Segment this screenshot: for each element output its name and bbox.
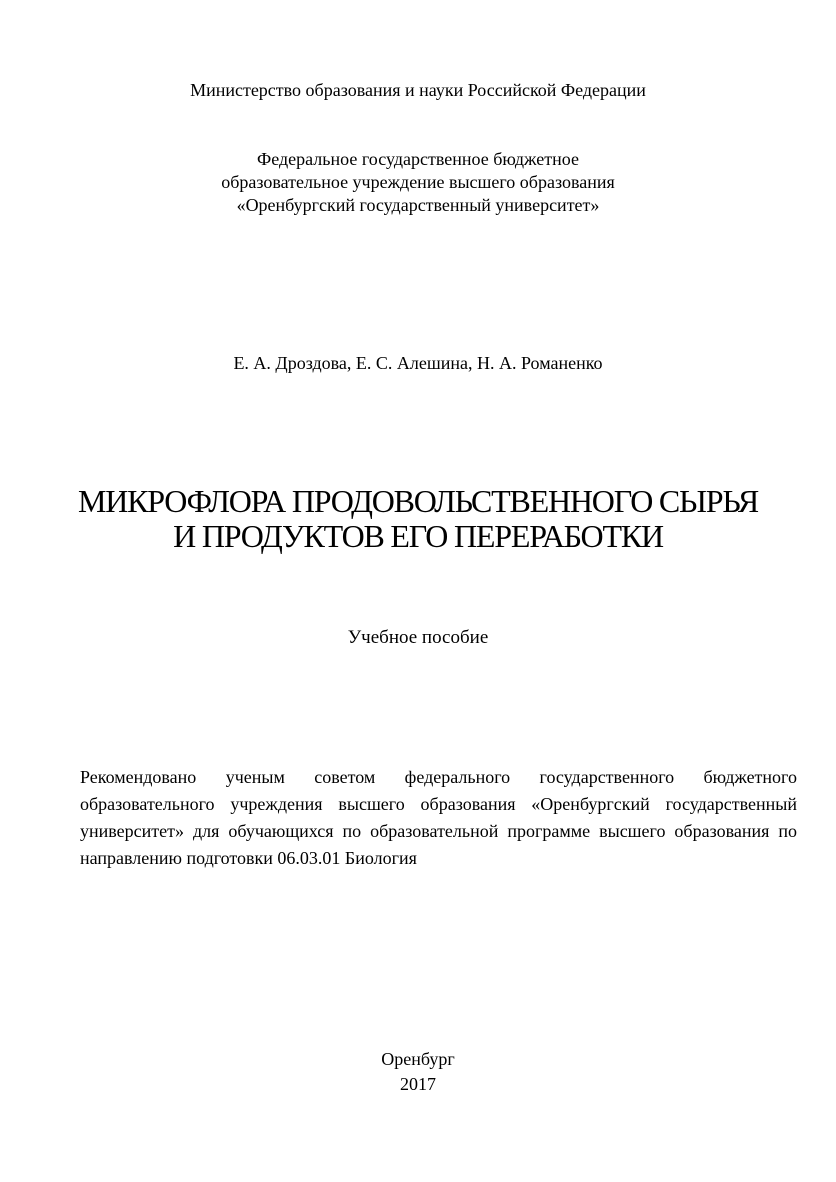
city: Оренбург (381, 1049, 455, 1069)
organization-line: Федеральное государственное бюджетное (257, 149, 579, 169)
authors: Е. А. Дроздова, Е. С. Алешина, Н. А. Романенко (233, 353, 603, 373)
organization-block (0, 148, 836, 217)
organization-line: образовательное учреждение высшего образования (221, 172, 615, 192)
title-line: И ПРОДУКТОВ ЕГО ПЕРЕРАБОТКИ (173, 518, 663, 554)
organization-line: «Оренбургский государственный университет» (236, 195, 600, 215)
recommendation-text: Рекомендовано ученым советом федерального государственного бюджетного образовательного учреждения высшего образования «Оренбургский государственный университет» для обучающихся по образовательной программе высшего образования по направлению подготовки 06.03.01 Биология (80, 767, 797, 868)
book-title (0, 484, 836, 554)
title-line: МИКРОФЛОРА ПРОДОВОЛЬСТВЕННОГО СЫРЬЯ (78, 483, 758, 519)
ministry-name: Министерство образования и науки Российской Федерации (190, 80, 646, 100)
imprint (0, 1047, 836, 1097)
year: 2017 (400, 1074, 436, 1094)
book-subtitle: Учебное пособие (347, 627, 489, 648)
